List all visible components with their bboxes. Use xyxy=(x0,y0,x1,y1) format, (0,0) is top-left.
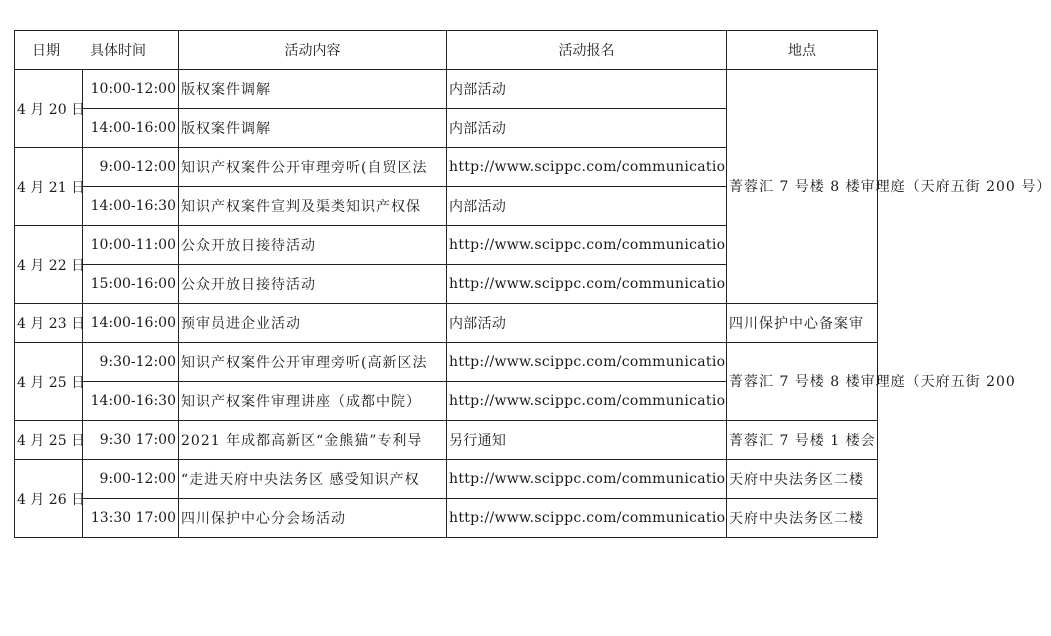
table-row xyxy=(15,70,878,109)
content-cell: 知识产权案件公开审理旁听(高新区法 xyxy=(179,343,447,382)
content-cell: “走进天府中央法务区 感受知识产权 xyxy=(179,460,447,499)
registration-link[interactable]: http://www.scippc.com/communicatio xyxy=(447,382,727,421)
time-cell: 10:00-12:00 xyxy=(83,70,179,109)
content-cell: 2021 年成都高新区“金熊猫”专利导 xyxy=(179,421,447,460)
header-time: 具体时间 xyxy=(90,43,146,59)
time-cell: 15:00-16:00 xyxy=(83,265,179,304)
registration-link[interactable]: http://www.scippc.com/communicatio xyxy=(447,226,727,265)
registration-cell: 内部活动 xyxy=(447,187,727,226)
content-cell: 知识产权案件公开审理旁听(自贸区法 xyxy=(179,148,447,187)
content-cell: 公众开放日接待活动 xyxy=(179,226,447,265)
table-row xyxy=(15,421,878,460)
content-cell: 版权案件调解 xyxy=(179,70,447,109)
registration-cell: 内部活动 xyxy=(447,109,727,148)
date-cell: 4 月 23 日 xyxy=(15,304,83,343)
table-row xyxy=(15,460,878,499)
content-cell: 知识产权案件宣判及渠类知识产权保 xyxy=(179,187,447,226)
time-cell: 10:00-11:00 xyxy=(83,226,179,265)
content-cell: 版权案件调解 xyxy=(179,109,447,148)
table-row xyxy=(15,343,878,382)
table-header-row xyxy=(15,31,878,70)
location-cell: 天府中央法务区二楼 xyxy=(727,460,878,499)
registration-link[interactable]: http://www.scippc.com/communicatio xyxy=(447,265,727,304)
location-cell: 天府中央法务区二楼 xyxy=(727,499,878,538)
registration-cell: 内部活动 xyxy=(447,304,727,343)
time-cell: 14:00-16:30 xyxy=(83,187,179,226)
time-cell: 14:00-16:00 xyxy=(83,304,179,343)
registration-link[interactable]: http://www.scippc.com/communicatio xyxy=(447,343,727,382)
location-cell: 菁蓉汇 7 号楼 1 楼会 xyxy=(727,421,878,460)
header-date: 日期 xyxy=(32,43,60,59)
time-cell: 9:00-12:00 xyxy=(83,148,179,187)
time-cell: 9:00-12:00 xyxy=(83,460,179,499)
date-cell: 4 月 22 日 xyxy=(15,226,83,304)
header-location: 地点 xyxy=(727,31,878,70)
content-cell: 四川保护中心分会场活动 xyxy=(179,499,447,538)
header-content: 活动内容 xyxy=(179,31,447,70)
time-cell: 14:00-16:00 xyxy=(83,109,179,148)
content-cell: 知识产权案件审理讲座（成都中院） xyxy=(179,382,447,421)
date-cell: 4 月 26 日 xyxy=(15,460,83,538)
header-registration: 活动报名 xyxy=(447,31,727,70)
location-cell: 菁蓉汇 7 号楼 8 楼审理庭（天府五街 200 号） xyxy=(727,70,878,304)
content-cell: 预审员进企业活动 xyxy=(179,304,447,343)
date-cell: 4 月 20 日 xyxy=(15,70,83,148)
date-cell: 4 月 25 日 xyxy=(15,421,83,460)
table-row xyxy=(15,304,878,343)
content-cell: 公众开放日接待活动 xyxy=(179,265,447,304)
location-cell: 四川保护中心备案审 xyxy=(727,304,878,343)
registration-cell: 另行通知 xyxy=(447,421,727,460)
time-cell: 9:30-12:00 xyxy=(83,343,179,382)
registration-cell: 内部活动 xyxy=(447,70,727,109)
location-cell: 菁蓉汇 7 号楼 8 楼审理庭（天府五街 200 xyxy=(727,343,878,421)
registration-link[interactable]: http://www.scippc.com/communicatio xyxy=(447,460,727,499)
time-cell: 9:30 17:00 xyxy=(83,421,179,460)
registration-link[interactable]: http://www.scippc.com/communicatio xyxy=(447,499,727,538)
activity-schedule-table xyxy=(14,30,1051,538)
header-date-time xyxy=(15,31,179,70)
date-cell: 4 月 25 日 xyxy=(15,343,83,421)
time-cell: 13:30 17:00 xyxy=(83,499,179,538)
registration-link[interactable]: http://www.scippc.com/communicatio xyxy=(447,148,727,187)
date-cell: 4 月 21 日 xyxy=(15,148,83,226)
table-row xyxy=(15,499,878,538)
time-cell: 14:00-16:30 xyxy=(83,382,179,421)
